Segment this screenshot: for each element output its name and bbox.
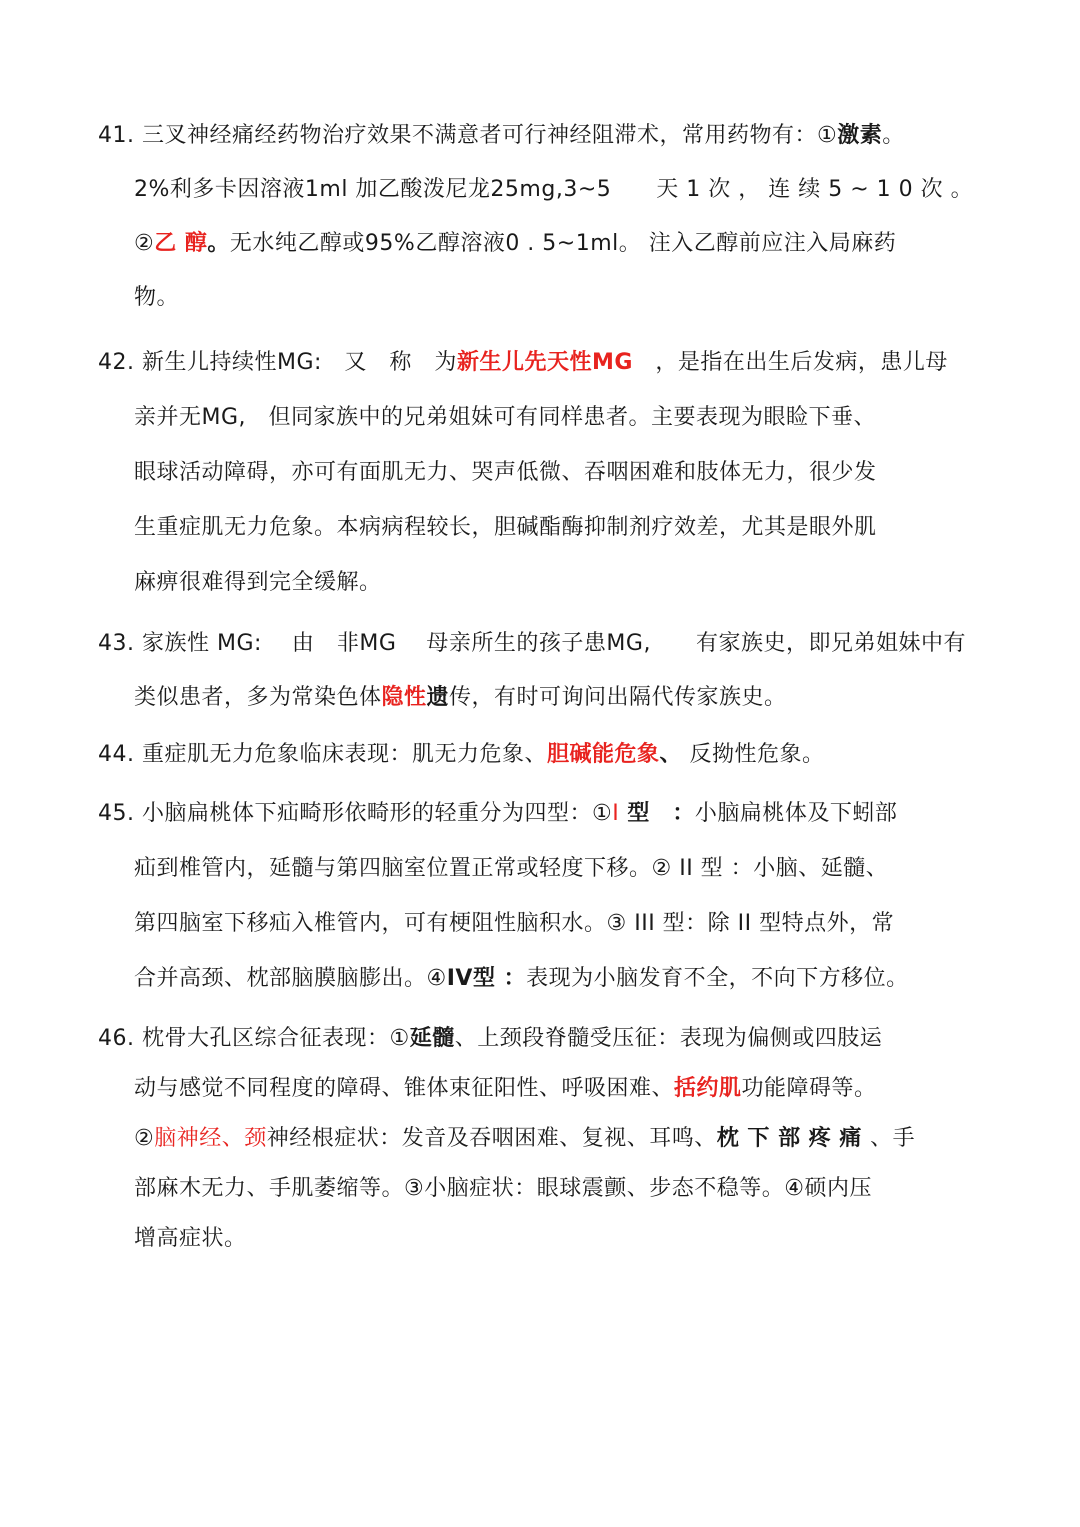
highlight-text: 括约肌 [674,1076,742,1101]
text-segment: 生重症肌无力危象。本病病程较长，胆碱酯酶抑制剂疗效差，尤其是眼外肌 [134,515,877,540]
text-line [134,567,978,599]
text-segment: 部麻木无力、手肌萎缩等。③小脑症状：眼球震颤、步态不稳等。④硕内压 [134,1176,872,1201]
text-line [134,282,978,314]
text-segment: 增高症状。 [134,1226,247,1251]
highlight-text: I [612,801,620,826]
text-segment: ② [134,1126,155,1151]
text-line [134,963,978,995]
text-line [134,682,978,714]
item-42 [98,347,978,599]
item-44 [98,739,978,771]
text-segment: 眼球活动障碍，亦可有面肌无力、哭声低微、吞咽困难和肢体无力，很少发 [134,460,877,485]
text-segment: 45. 小脑扁桃体下疝畸形依畸形的轻重分为四型：① [98,801,613,826]
text-line [98,628,978,660]
text-segment: 。 [882,123,905,148]
text-segment: 小脑扁桃体及下蚓部 [694,801,898,826]
text-segment: 传，有时可询问出隔代传家族史。 [449,685,787,710]
text-segment: 44. 重症肌无力危象临床表现：肌无力危象、 [98,742,547,767]
item-41 [98,120,978,314]
text-line [98,120,978,152]
highlight-text: 脑神经、颈 [154,1126,267,1151]
text-segment: IV型 ： [446,966,527,991]
highlight-text: 新生儿先天性MG [456,350,633,375]
text-segment: ② [134,231,155,256]
text-segment: 激素 [837,123,883,148]
text-line [134,457,978,489]
text-segment: 42. 新生儿持续性MG: 又 称 为 [98,350,457,375]
text-segment: 、 [659,742,683,767]
text-segment: 43. 家族性 MG: 由 非MG 母亲所生的孩子患MG, 有家族史，即兄弟姐妹中有 [98,631,966,656]
text-segment: 遗 [426,685,450,710]
text-segment: 46. 枕骨大孔区综合征表现：① [98,1026,410,1051]
text-segment: 功能障碍等。 [741,1076,877,1101]
text-segment: 2%利多卡因溶液1ml 加乙酸泼尼龙25mg,3~5 天 1 次 ， 连 续 5 ~ 1 0 次 。 [134,177,974,202]
text-line [134,174,978,206]
item-43 [98,628,978,714]
highlight-text: 乙 醇 [154,231,208,256]
item-46 [98,1023,978,1255]
item-45 [98,798,978,995]
text-segment: 类似患者，多为常染色体 [134,685,382,710]
text-segment: 。 [207,231,230,256]
text-line [134,1073,978,1105]
text-segment: 物。 [134,285,180,310]
text-segment: 神经根症状：发音及吞咽困难、复视、耳鸣、 [266,1126,717,1151]
text-line [98,739,978,771]
text-segment: 动与感觉不同程度的障碍、锥体束征阳性、呼吸困难、 [134,1076,675,1101]
text-segment: 、手 [870,1126,916,1151]
text-line [134,512,978,544]
text-segment: 第四脑室下移疝入椎管内，可有梗阻性脑积水。③ III 型：除 II 型特点外，常 [134,911,895,936]
text-line [134,1123,978,1155]
text-line [134,402,978,434]
text-segment: 型 ： [619,801,695,826]
text-segment: 亲并无MG, 但同家族中的兄弟姐妹可有同样患者。主要表现为眼睑下垂、 [134,405,877,430]
text-segment: 合并高颈、枕部脑膜脑膨出。④ [134,966,447,991]
text-line [134,908,978,940]
text-segment: 41. 三叉神经痛经药物治疗效果不满意者可行神经阻滞术，常用药物有：① [98,123,838,148]
highlight-text: 隐性 [381,685,427,710]
text-segment: ，是指在出生后发病，患儿母 [632,350,948,375]
text-segment: 疝到椎管内，延髓与第四脑室位置正常或轻度下移。② II 型 ： [134,856,754,881]
text-line [134,228,978,260]
text-segment: 小脑、延髓、 [753,856,889,881]
text-line [134,853,978,885]
highlight-text: 胆碱能危象 [546,742,660,767]
text-line [134,1173,978,1205]
text-segment: 、上颈段脊髓受压征：表现为偏侧或四肢运 [454,1026,883,1051]
text-line [134,1223,978,1255]
text-segment: 反拗性危象。 [682,742,825,767]
text-segment: 麻痹很难得到完全缓解。 [134,570,382,595]
text-segment: 无水纯乙醇或95%乙醇溶液0 . 5~1ml。 注入乙醇前应注入局麻药 [229,231,897,256]
text-segment: 枕 下 部 疼 痛 [716,1126,871,1151]
text-segment: 表现为小脑发育不全，不向下方移位。 [526,966,909,991]
text-line [98,347,978,379]
text-line [98,798,978,830]
text-segment: 延髓 [409,1026,455,1051]
text-line [98,1023,978,1055]
